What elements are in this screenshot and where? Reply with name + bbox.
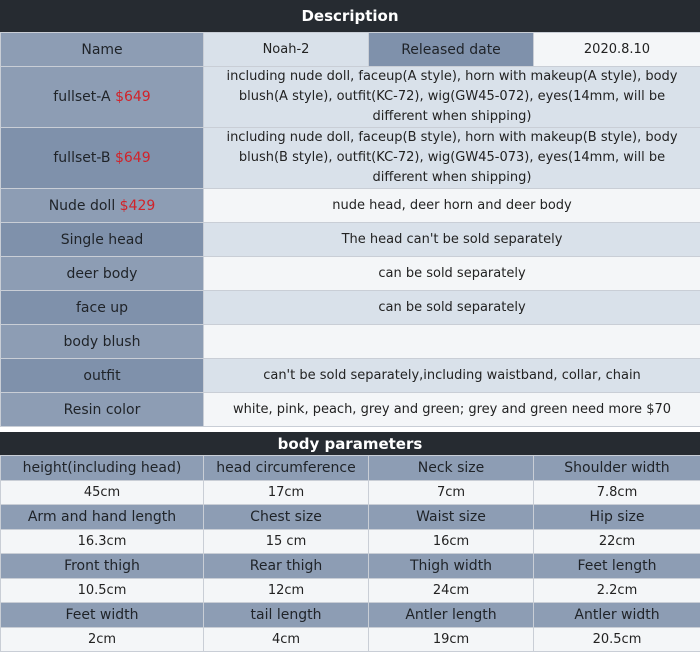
fullset-b-label: fullset-B $649 <box>1 128 204 189</box>
param-value: 12cm <box>204 579 369 603</box>
body-blush-label: body blush <box>1 325 204 359</box>
nude-doll-label: Nude doll $429 <box>1 189 204 223</box>
param-value: 15 cm <box>204 530 369 554</box>
param-header: tail length <box>204 603 369 628</box>
body-parameters-header <box>0 432 700 455</box>
resin-color-value: white, pink, peach, grey and green; grey and green need more $70 <box>204 393 700 427</box>
outfit-value: can't be sold separately,including waistband, collar, chain <box>204 359 700 393</box>
param-value: 22cm <box>534 530 700 554</box>
param-value-row <box>1 579 700 603</box>
deer-body-label: deer body <box>1 257 204 291</box>
nude-doll-row <box>1 189 700 223</box>
fullset-b-price: $649 <box>114 150 151 166</box>
body-blush-value <box>204 325 700 359</box>
name-value: Noah-2 <box>204 33 369 67</box>
param-value: 2cm <box>1 628 204 652</box>
param-header-row <box>1 505 700 530</box>
face-up-row <box>1 291 700 325</box>
resin-color-label: Resin color <box>1 393 204 427</box>
param-header: Antler length <box>369 603 534 628</box>
face-up-value: can be sold separately <box>204 291 700 325</box>
face-up-label: face up <box>1 291 204 325</box>
param-header-row <box>1 554 700 579</box>
param-value: 20.5cm <box>534 628 700 652</box>
fullset-a-label: fullset-A $649 <box>1 67 204 128</box>
param-value: 19cm <box>369 628 534 652</box>
param-value: 17cm <box>204 481 369 505</box>
param-header: Waist size <box>369 505 534 530</box>
param-header: Feet length <box>534 554 700 579</box>
resin-color-row <box>1 393 700 427</box>
param-header: Thigh width <box>369 554 534 579</box>
fullset-a-price: $649 <box>115 89 151 105</box>
name-label: Name <box>1 33 204 67</box>
param-header: Feet width <box>1 603 204 628</box>
param-value: 7.8cm <box>534 481 700 505</box>
single-head-row <box>1 223 700 257</box>
param-value: 16cm <box>369 530 534 554</box>
param-header: height(including head) <box>1 456 204 481</box>
param-value: 45cm <box>1 481 204 505</box>
body-blush-row <box>1 325 700 359</box>
fullset-a-row <box>1 67 700 128</box>
single-head-label: Single head <box>1 223 204 257</box>
released-date-value: 2020.8.10 <box>534 33 700 67</box>
fullset-a-value: including nude doll, faceup(A style), horn with makeup(A style), body blush(A style), outfit(KC-72), wig(GW45-072), eyes(14mm, will be different when shipping) <box>204 67 700 128</box>
param-header: Shoulder width <box>534 456 700 481</box>
param-value: 24cm <box>369 579 534 603</box>
param-value-row <box>1 530 700 554</box>
param-header: Neck size <box>369 456 534 481</box>
released-date-label: Released date <box>369 33 534 67</box>
param-header: head circumference <box>204 456 369 481</box>
param-value: 10.5cm <box>1 579 204 603</box>
fullset-b-row <box>1 128 700 189</box>
param-header: Chest size <box>204 505 369 530</box>
deer-body-value: can be sold separately <box>204 257 700 291</box>
description-table <box>0 32 700 427</box>
param-value: 2.2cm <box>534 579 700 603</box>
nude-doll-price: $429 <box>119 197 156 214</box>
param-value: 4cm <box>204 628 369 652</box>
description-header <box>0 0 700 32</box>
param-header: Arm and hand length <box>1 505 204 530</box>
nude-doll-value: nude head, deer horn and deer body <box>204 189 700 223</box>
param-value-row <box>1 481 700 505</box>
body-parameters-table <box>0 455 700 652</box>
param-header: Front thigh <box>1 554 204 579</box>
param-header: Rear thigh <box>204 554 369 579</box>
fullset-b-value: including nude doll, faceup(B style), horn with makeup(B style), body blush(B style), outfit(KC-72), wig(GW45-073), eyes(14mm, will be different when shipping) <box>204 128 700 189</box>
description-title: Description <box>301 7 399 25</box>
param-header: Antler width <box>534 603 700 628</box>
param-header: Hip size <box>534 505 700 530</box>
param-value: 7cm <box>369 481 534 505</box>
outfit-row <box>1 359 700 393</box>
param-header-row <box>1 603 700 628</box>
param-value-row <box>1 628 700 652</box>
name-row <box>1 33 700 67</box>
body-parameters-title: body parameters <box>277 434 423 453</box>
deer-body-row <box>1 257 700 291</box>
param-header-row <box>1 456 700 481</box>
single-head-value: The head can't be sold separately <box>204 223 700 257</box>
param-value: 16.3cm <box>1 530 204 554</box>
outfit-label: outfit <box>1 359 204 393</box>
